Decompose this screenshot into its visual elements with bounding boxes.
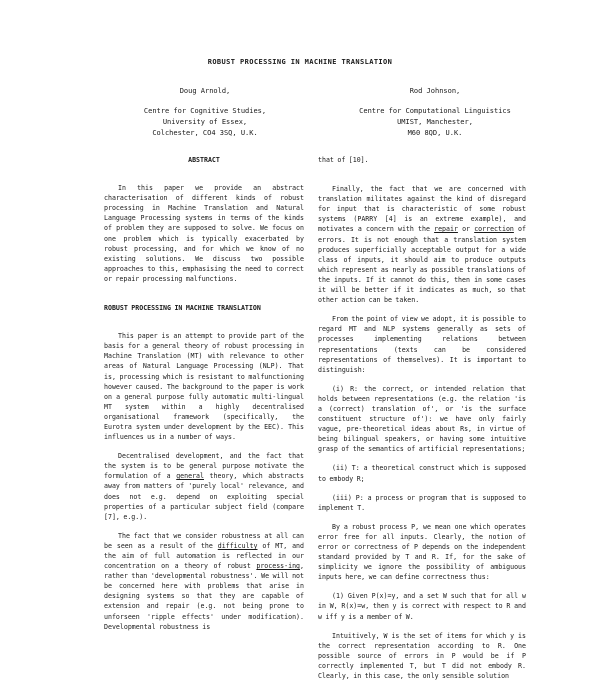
list-item: (iii) P: a process or program that is supposed to implement T. xyxy=(318,493,526,512)
affiliation-line: Centre for Cognitive Studies, xyxy=(143,107,267,115)
underlined-term: difficulty xyxy=(217,541,258,550)
paper-title: ROBUST PROCESSING IN MACHINE TRANSLATION xyxy=(207,58,393,66)
affiliation-line: Centre for Computational Linguistics xyxy=(359,107,511,115)
affiliation-line: M60 8QD, U.K. xyxy=(407,129,463,137)
body-paragraph: By a robust process P, we mean one which operates error free for all inputs. Clearly, the notion of error or correctness of P depends on the independent standard provided by T and R. If, for the sake of simplicity we ignore the possibility of ambiguous inputs here, we can define correctness thus: xyxy=(318,522,526,582)
body-paragraph: The fact that we consider robustness at all can be seen as a result of the difficulty of MT, and the aim of full automation is reflected in our concentration on a theory of robust process-ing, rather than 'developmental robustness'. We will not be concerned here with problems that arise in designing systems so that they are capable of extension and repair (e.g. not being prone to unforseen 'ripple effects' under modification). Developmental robustness is xyxy=(104,531,304,631)
section-heading: ROBUST PROCESSING IN MACHINE TRANSLATION xyxy=(104,304,261,313)
definition-item: (1) Given P(x)=y, and a set W such that for all w in W, R(x)=w, then y is correct with respect to R and w iff y is a member of W. xyxy=(318,592,526,621)
underlined-term: repair xyxy=(434,225,458,234)
affiliation-line: UMIST, Manchester, xyxy=(397,118,473,126)
right-column xyxy=(318,155,526,690)
body-paragraph: Intuitively, W is the set of items for which y is the correct representation according to R. One possible source of errors in P would be if P correctly implemented T, but T did not embody R. Clearly, in this case, the only sensible solution xyxy=(318,631,526,681)
underlined-term: general xyxy=(176,472,204,481)
author-block-arnold xyxy=(110,86,300,139)
body-paragraph: From the point of view we adopt, it is possible to regard MT and NLP systems generally as sets of processes implementing relations between representations (texts can be considered representations of themselves). It is important to distinguish: xyxy=(318,315,526,374)
underlined-term: process-ing xyxy=(256,562,301,571)
author-block-johnson xyxy=(345,86,525,139)
continuation-text: that of [10]. xyxy=(318,156,369,164)
author-name: Doug Arnold, xyxy=(179,87,231,95)
body-paragraph: Finally, the fact that we are concerned with translation militates against the kind of disregard for input that is characteristic of some robust systems (PARRY [4] is an extreme example), and motivates a concern with the repair or correction of errors. It is not enough that a translation system produces superficially acceptable output for a wide class of inputs, it should aim to produce outputs which represent as nearly as possible translations of the inputs. If it cannot do this, then in some cases it will be better if it indicates as much, so that other action can be taken. xyxy=(318,185,526,305)
author-name: Rod Johnson, xyxy=(409,87,461,95)
left-column xyxy=(104,155,304,641)
abstract-text: In this paper we provide an abstract characterisation of different kinds of robust processing in Machine Translation and Natural Language Processing systems in terms of the kinds of problem they are supposed to solve. We focus on one problem which is typically exacerbated by robust processing, and for which we know of no existing solutions. We discuss two possible approaches to this, emphasising the need to correct or repair processing malfunctions. xyxy=(104,184,304,283)
list-item: (ii) T: a theoretical construct which is supposed to embody R; xyxy=(318,464,526,483)
underlined-term: correction xyxy=(474,225,514,234)
body-paragraph: Decentralised development, and the fact that the system is to be general purpose motivate the formulation of a general theory, which abstracts away from matters of 'purely local' relevance, and does not e.g. depend on exploiting special properties of a particular subject field (compare [7], e.g.). xyxy=(104,452,304,521)
body-paragraph: This paper is an attempt to provide part of the basis for a general theory of robust processing in Machine Translation (MT) with relevance to other areas of Natural Language Processing (NLP). That is, processing which is resistant to malfunctioning however caused. The background to the paper is work on a general purpose fully automatic multi-lingual MT system within a highly decentralised organisational framework (specifically, the Eurotra system under development by the EEC). This influences us in a number of ways. xyxy=(104,332,304,442)
abstract-heading: ABSTRACT xyxy=(188,156,220,164)
affiliation-line: Colchester, CO4 3SQ, U.K. xyxy=(152,129,258,137)
list-item: (i) R: the correct, or intended relation that holds between representations (e.g. the relation 'is a (correct) translation of', or 'is the surface constituent structure of'): we have only fairly vague, pre-theoretical ideas about Rs, in virtue of being bilingual speakers, or having some intuitive grasp of the semantics of artificial representations; xyxy=(318,384,526,454)
affiliation-line: University of Essex, xyxy=(162,118,248,126)
